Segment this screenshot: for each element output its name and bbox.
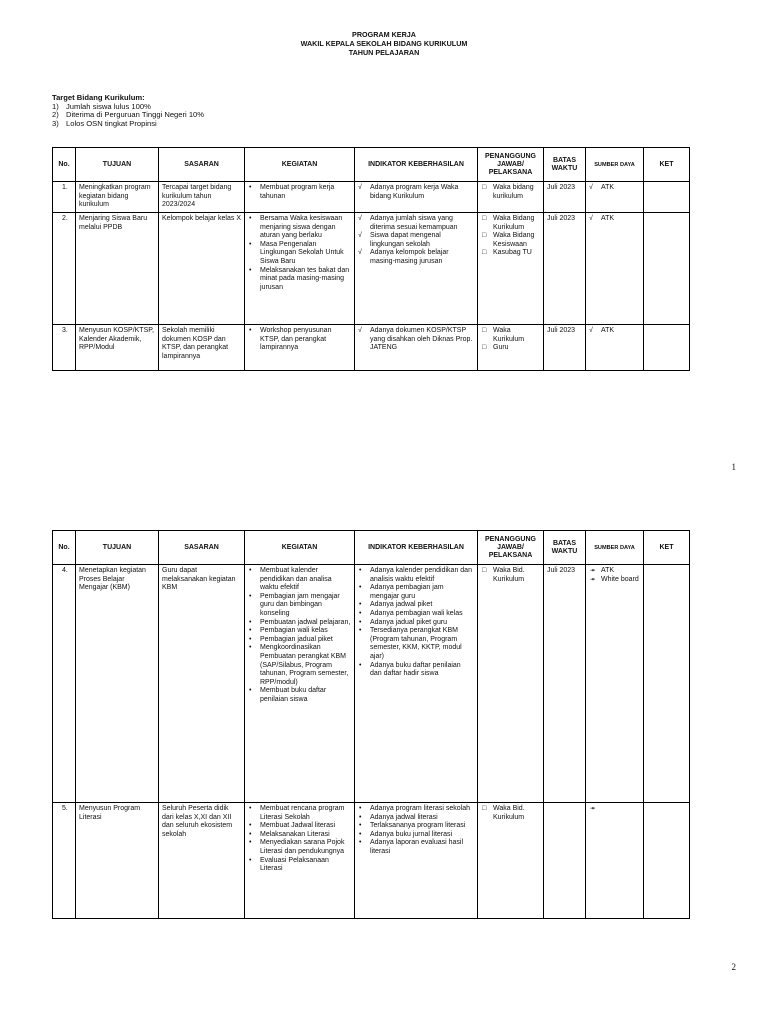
penanggung-jawab-cell (478, 325, 544, 371)
tujuan-cell: Menjaring Siswa Baru melalui PPDB (76, 213, 159, 325)
list-item: • Tersedianya perangkat KBM (Program tahunan, Program semester, KKM, KKTP, modul ajar) (370, 627, 474, 661)
target-section (52, 94, 204, 128)
table-row (53, 803, 690, 919)
table-row (53, 565, 690, 803)
col-batas-waktu: BATAS WAKTU (544, 531, 586, 565)
col-sasaran: SASARAN (159, 531, 245, 565)
list-item: √ Adanya jumlah siswa yang diterima sesuai kemampuan (370, 215, 474, 232)
list-item: √ Adanya kelompok belajar masing-masing jurusan (370, 249, 474, 266)
penanggung-jawab-cell-list (481, 327, 540, 353)
sumber-daya-cell (586, 213, 644, 325)
list-item: • Bersama Waka kesiswaan menjaring siswa dengan aturan yang berlaku (260, 215, 351, 241)
sasaran-cell: Sekolah memiliki dokumen KOSP dan KTSP, dan perangkat lampirannya (159, 325, 245, 371)
doc-title: PROGRAM KERJA (352, 30, 416, 39)
sasaran-cell: Guru dapat melaksanakan kegiatan KBM (159, 565, 245, 803)
sumber-daya-cell (586, 565, 644, 803)
list-item: • Masa Pengenalan Lingkungan Sekolah Untuk Siswa Baru (260, 241, 351, 267)
col-kegiatan: KEGIATAN (245, 531, 355, 565)
list-item: • Adanya jadwal literasi (370, 814, 474, 823)
page-number: 1 (731, 462, 736, 472)
list-item: • Pembuatan jadwal pelajaran, (260, 619, 351, 628)
row-number: 5. (53, 803, 76, 919)
tujuan-cell: Meningkatkan program kegiatan bidang kurikulum (76, 182, 159, 213)
list-item: □ Waka Bidang Kurikulum (493, 215, 540, 232)
list-item: • Pembagian jadual piket (260, 636, 351, 645)
list-item: □ Waka Bidang Kesiswaan (493, 232, 540, 249)
penanggung-jawab-cell-list (481, 184, 540, 201)
target-title: Target Bidang Kurikulum: (52, 93, 145, 102)
penanggung-jawab-cell-list (481, 805, 540, 822)
list-item: √ Siswa dapat mengenal lingkungan sekolah (370, 232, 474, 249)
kegiatan-cell-list (248, 567, 351, 705)
ket-cell (644, 803, 690, 919)
indikator-cell-list (358, 327, 474, 353)
target-item: 2) Diterima di Perguruan Tinggi Negeri 10% (52, 110, 205, 120)
row-number: 1. (53, 182, 76, 213)
col-indikator: INDIKATOR KEBERHASILAN (355, 148, 478, 182)
col-kegiatan: KEGIATAN (245, 148, 355, 182)
list-item: ↠ White board (601, 576, 640, 585)
sasaran-cell: Seluruh Peserta didik dari kelas X,XI dan XII dan seluruh ekosistem sekolah (159, 803, 245, 919)
list-item: • Adanya laporan evaluasi hasil literasi (370, 839, 474, 856)
ket-cell (644, 213, 690, 325)
list-item: • Adanya kalender pendidikan dan analisis waktu efektif (370, 567, 474, 584)
sumber-daya-cell-list (589, 327, 640, 336)
indikator-cell-list (358, 184, 474, 201)
list-item: √ ATK (601, 215, 640, 224)
kegiatan-cell (245, 565, 355, 803)
col-batas-waktu: BATAS WAKTU (544, 148, 586, 182)
list-item: • Workshop penyusunan KTSP, dan perangkat lampirannya (260, 327, 351, 353)
sumber-daya-cell (586, 803, 644, 919)
penanggung-jawab-cell (478, 182, 544, 213)
indikator-cell-list (358, 567, 474, 679)
col-tujuan: TUJUAN (76, 531, 159, 565)
list-item: • Membuat buku daftar penilaian siswa (260, 687, 351, 704)
list-item: • Menyediakan sarana Pojok Literasi dan pendukungnya (260, 839, 351, 856)
list-item: • Adanya program literasi sekolah (370, 805, 474, 814)
list-item: √ Adanya program kerja Waka bidang Kurikulum (370, 184, 474, 201)
sasaran-cell: Tercapai target bidang kurikulum tahun 2023/2024 (159, 182, 245, 213)
list-item: □ Waka bidang kurikulum (493, 184, 540, 201)
row-number: 4. (53, 565, 76, 803)
sumber-daya-cell-list (589, 567, 640, 584)
doc-subtitle: WAKIL KEPALA SEKOLAH BIDANG KURIKULUM (300, 39, 468, 48)
kegiatan-cell (245, 325, 355, 371)
kegiatan-cell (245, 213, 355, 325)
list-item: • Membuat program kerja tahunan (260, 184, 351, 201)
indikator-cell-list (358, 805, 474, 857)
table-header-row (53, 531, 690, 565)
table-header-row (53, 148, 690, 182)
list-item: ↠ ATK (601, 567, 640, 576)
list-item: • Adanya jadual piket guru (370, 619, 474, 628)
list-item: □ Waka Bid. Kurikulum (493, 805, 540, 822)
program-table-page2 (52, 530, 690, 919)
list-item: • Adanya pembagian wali kelas (370, 610, 474, 619)
list-item: □ Waka Bid. Kurikulum (493, 567, 540, 584)
list-item: • Membuat Jadwal literasi (260, 822, 351, 831)
col-ket: KET (644, 531, 690, 565)
col-sumber-daya: SUMBER DAYA (586, 531, 644, 565)
indikator-cell-list (358, 215, 474, 267)
kegiatan-cell-list (248, 184, 351, 201)
tujuan-cell: Menyusun KOSP/KTSP, Kalender Akademik, RPP/Modul (76, 325, 159, 371)
doc-year: TAHUN PELAJARAN (348, 48, 420, 57)
penanggung-jawab-cell (478, 565, 544, 803)
col-sasaran: SASARAN (159, 148, 245, 182)
list-item: • Melaksanakan tes bakat dan minat pada masing-masing jurusan (260, 267, 351, 293)
sasaran-cell: Kelompok belajar kelas X (159, 213, 245, 325)
kegiatan-cell-list (248, 215, 351, 292)
col-no: No. (53, 531, 76, 565)
sumber-daya-cell-list (589, 215, 640, 224)
tujuan-cell: Menetapkan kegiatan Proses Belajar Mengajar (KBM) (76, 565, 159, 803)
sumber-daya-cell-list (589, 184, 640, 193)
list-item: • Melaksanakan Literasi (260, 831, 351, 840)
list-item: • Terlaksananya program literasi (370, 822, 474, 831)
col-tujuan: TUJUAN (76, 148, 159, 182)
indikator-cell (355, 182, 478, 213)
list-item: √ ATK (601, 184, 640, 193)
list-item: • Mengkoordinasikan Pembuatan perangkat KBM (SAP/Silabus, Program tahunan, Program semester, RPP/modul) (260, 644, 351, 687)
list-item: √ ATK (601, 327, 640, 336)
col-ket: KET (644, 148, 690, 182)
batas-waktu-cell: Juli 2023 (544, 182, 586, 213)
batas-waktu-cell (544, 803, 586, 919)
list-item: • Pembagian jam mengajar guru dan bimbingan konseling (260, 593, 351, 619)
list-item: • Adanya buku daftar penilaian dan daftar hadir siswa (370, 662, 474, 679)
tujuan-cell: Menyusun Program Literasi (76, 803, 159, 919)
row-number: 3. (53, 325, 76, 371)
kegiatan-cell (245, 803, 355, 919)
table-row (53, 213, 690, 325)
ket-cell (644, 182, 690, 213)
kegiatan-cell-list (248, 805, 351, 874)
sumber-daya-cell (586, 325, 644, 371)
indikator-cell (355, 325, 478, 371)
table-row (53, 325, 690, 371)
list-item: • Adanya jadwal piket (370, 601, 474, 610)
batas-waktu-cell: Juli 2023 (544, 565, 586, 803)
list-item: √ Adanya dokumen KOSP/KTSP yang disahkan oleh Diknas Prop. JATENG (370, 327, 474, 353)
list-item: □ Waka Kurikulum (493, 327, 540, 344)
indikator-cell (355, 803, 478, 919)
list-item: • Pembagian wali kelas (260, 627, 351, 636)
target-item: 1) Jumlah siswa lulus 100% (52, 101, 151, 111)
penanggung-jawab-cell (478, 803, 544, 919)
penanggung-jawab-cell (478, 213, 544, 325)
list-item: • Adanya pembagian jam mengajar guru (370, 584, 474, 601)
ket-cell (644, 565, 690, 803)
list-item: □ Guru (493, 344, 540, 353)
batas-waktu-cell: Juli 2023 (544, 325, 586, 371)
sumber-daya-cell (586, 182, 644, 213)
kegiatan-cell-list (248, 327, 351, 353)
col-penanggung-jawab: PENANGGUNG JAWAB/ PELAKSANA (478, 531, 544, 565)
penanggung-jawab-cell-list (481, 215, 540, 258)
target-item: 3) Lolos OSN tingkat Propinsi (52, 118, 157, 128)
col-no: No. (53, 148, 76, 182)
indikator-cell (355, 213, 478, 325)
col-sumber-daya: SUMBER DAYA (586, 148, 644, 182)
indikator-cell (355, 565, 478, 803)
batas-waktu-cell: Juli 2023 (544, 213, 586, 325)
list-item: □ Kasubag TU (493, 249, 540, 258)
page-number: 2 (731, 962, 736, 972)
kegiatan-cell (245, 182, 355, 213)
table-row (53, 182, 690, 213)
list-item: • Adanya buku jurnal literasi (370, 831, 474, 840)
col-indikator: INDIKATOR KEBERHASILAN (355, 531, 478, 565)
list-item: • Membuat rencana program Literasi Sekolah (260, 805, 351, 822)
penanggung-jawab-cell-list (481, 567, 540, 584)
list-item: • Evaluasi Pelaksanaan Literasi (260, 857, 351, 874)
list-item: • Membuat kalender pendidikan dan analisa waktu efektif (260, 567, 351, 593)
col-penanggung-jawab: PENANGGUNG JAWAB/ PELAKSANA (478, 148, 544, 182)
program-table-page1 (52, 147, 690, 371)
row-number: 2. (53, 213, 76, 325)
ket-cell (644, 325, 690, 371)
